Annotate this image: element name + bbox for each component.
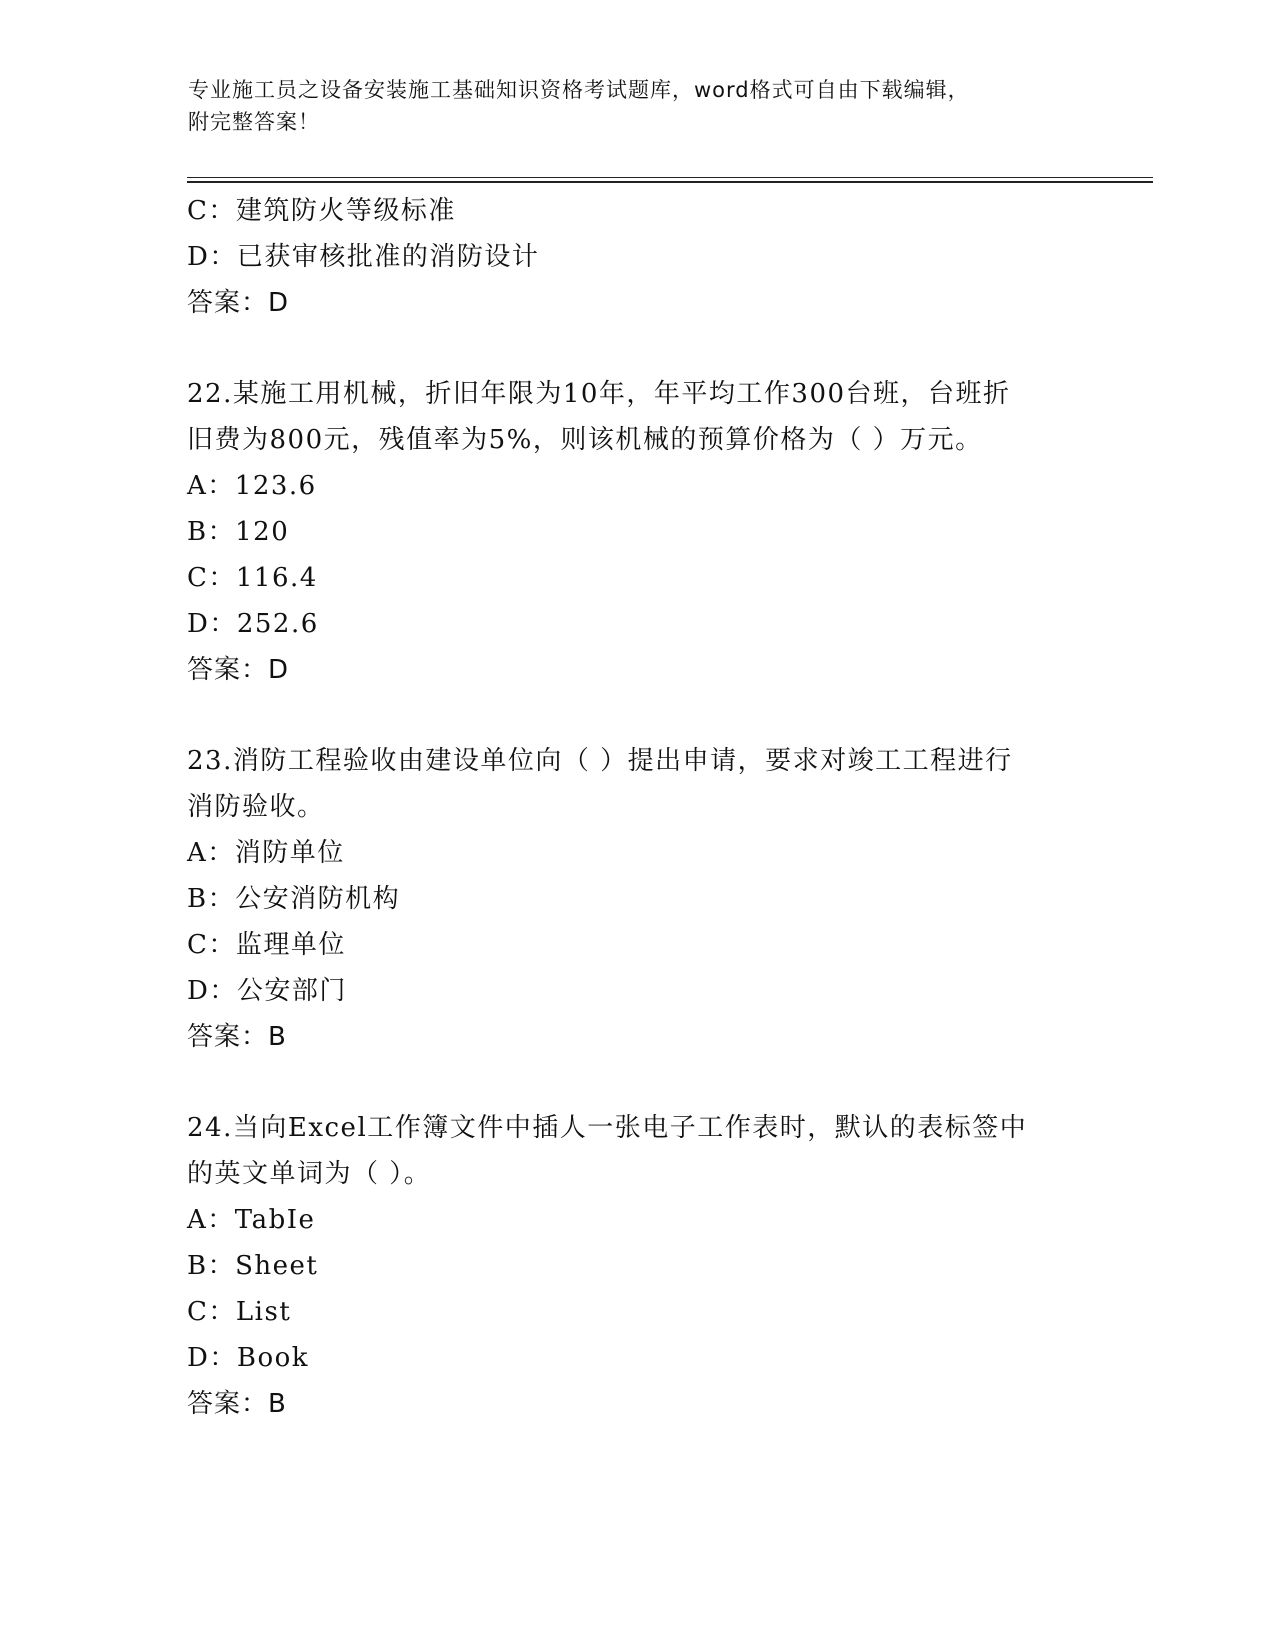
- question-list: [187, 188, 1087, 1427]
- question-stem-line-1: 22.某施工用机械，折旧年限为10年，年平均工作300台班，台班折: [187, 379, 1011, 409]
- header-title-line-1: 专业施工员之设备安装施工基础知识资格考试题库，word格式可自由下载编辑，: [188, 78, 970, 102]
- option-a: A：消防单位: [187, 838, 345, 868]
- question-21-continued: [187, 188, 1087, 326]
- header-title-line-2: 附完整答案！: [188, 110, 320, 134]
- option-a: A：123.6: [187, 471, 317, 501]
- option-c: C：监理单位: [187, 930, 346, 960]
- option-d: D：已获审核批准的消防设计: [187, 242, 540, 272]
- option-c: C：116.4: [187, 563, 318, 593]
- option-c: C：建筑防火等级标准: [187, 196, 456, 226]
- spacer: [187, 326, 1087, 371]
- option-b: B：公安消防机构: [187, 884, 401, 914]
- question-22: [187, 371, 1087, 693]
- answer-line: 答案：D: [187, 655, 290, 685]
- answer-line: 答案：D: [187, 288, 290, 318]
- option-d: D：公安部门: [187, 976, 347, 1006]
- answer-line: 答案：B: [187, 1389, 287, 1419]
- option-d: D：Book: [187, 1343, 310, 1373]
- option-c: C：List: [187, 1297, 292, 1327]
- spacer: [187, 1060, 1087, 1105]
- option-b: B：Sheet: [187, 1251, 319, 1281]
- question-stem-line-1: 24.当向Excel工作簿文件中插人一张电子工作表时，默认的表标签中: [187, 1113, 1028, 1143]
- question-stem-line-1: 23.消防工程验收由建设单位向（ ）提出申请，要求对竣工工程进行: [187, 746, 1013, 776]
- option-d: D：252.6: [187, 609, 319, 639]
- page-header: [188, 74, 1088, 138]
- answer-line: 答案：B: [187, 1022, 287, 1052]
- question-stem-line-2: 消防验收。: [187, 792, 325, 822]
- option-b: B：120: [187, 517, 290, 547]
- question-stem-line-2: 的英文单词为（ ）。: [187, 1159, 432, 1189]
- header-divider-thick: [187, 181, 1153, 183]
- question-23: [187, 738, 1087, 1060]
- question-24: [187, 1105, 1087, 1427]
- question-stem-line-2: 旧费为800元，残值率为5%，则该机械的预算价格为（ ）万元。: [187, 425, 983, 455]
- option-a: A：TabIe: [187, 1205, 316, 1235]
- header-divider-thin: [187, 177, 1153, 178]
- spacer: [187, 693, 1087, 738]
